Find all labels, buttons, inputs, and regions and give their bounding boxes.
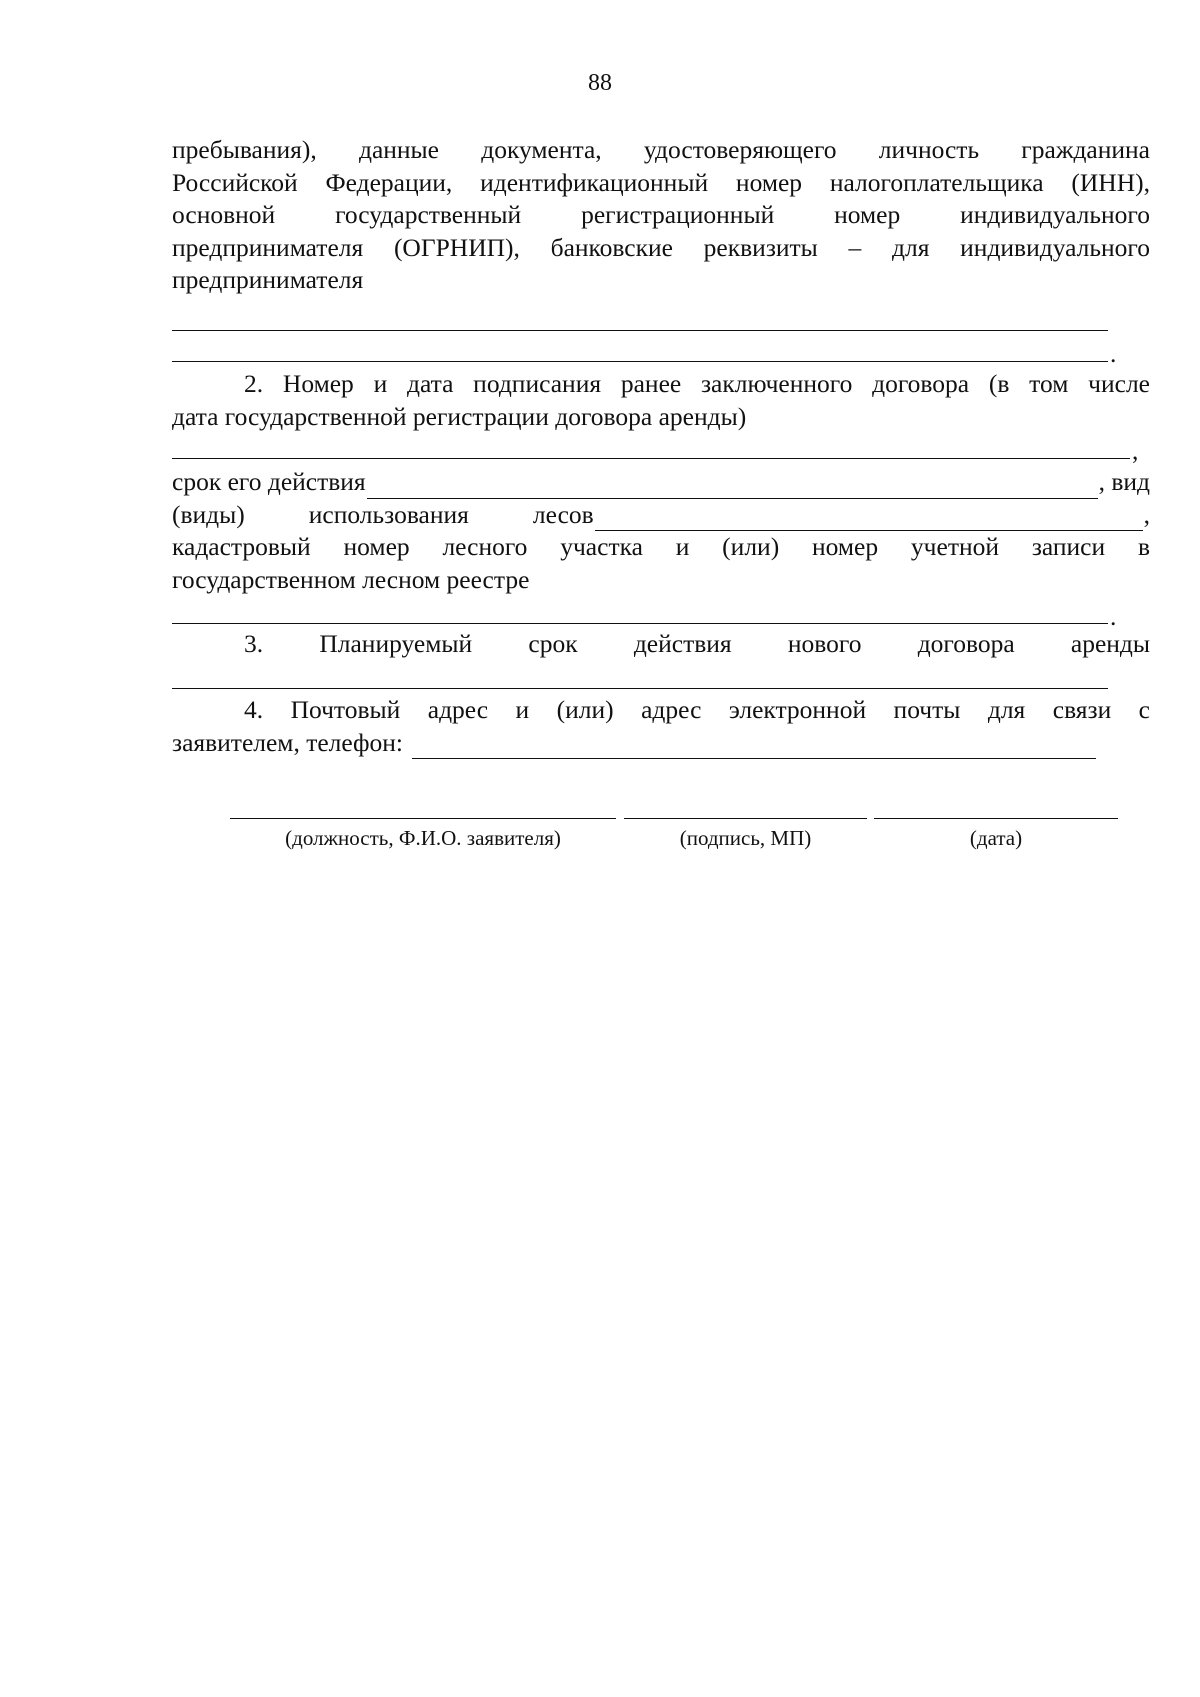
contact-fill-line[interactable]: [412, 734, 1096, 759]
signature-fill-line[interactable]: [624, 818, 867, 819]
type-label: , вид: [1098, 467, 1150, 496]
word: аренды: [1070, 629, 1151, 658]
date-fill-line[interactable]: [874, 818, 1118, 819]
section-3: [172, 628, 1150, 661]
text-line: предпринимателя (ОГРНИП), банковские реквизиты – для индивидуального: [172, 232, 1150, 262]
period-mark: .: [1110, 339, 1117, 368]
section-4-heading: 4. Почтовый адрес и (или) адрес электронной почты для связи с: [244, 695, 1150, 724]
cadastral-fill-line[interactable]: [172, 623, 1108, 624]
text-line: предпринимателя: [172, 265, 364, 294]
date-caption: (дата): [969, 826, 1023, 850]
contract-fill-line[interactable]: [172, 458, 1130, 459]
blank-fill-line[interactable]: [172, 330, 1108, 331]
comma-mark: ,: [1143, 499, 1150, 529]
usage-word: лесов: [532, 499, 594, 529]
text-line: основной государственный регистрационный номер индивидуального: [172, 200, 1150, 229]
text-line: государственном лесном реестре: [172, 564, 530, 594]
section-4: [172, 694, 1150, 759]
section-2-heading: 2. Номер и дата подписания ранее заключенного договора (в том числе: [244, 369, 1150, 398]
word: 3.: [244, 629, 264, 658]
word: срок: [528, 629, 578, 658]
text-line: дата государственной регистрации договора аренды): [172, 401, 747, 431]
signature-caption: (подпись, МП): [679, 826, 812, 850]
word: действия: [633, 629, 732, 658]
text-line: Российской Федерации, идентификационный номер налогоплательщика (ИНН),: [172, 167, 1150, 197]
term-fill-line[interactable]: [367, 474, 1098, 499]
position-caption: (должность, Ф.И.О. заявителя): [285, 826, 561, 850]
word: договора: [917, 629, 1015, 658]
usage-fill-line[interactable]: [595, 506, 1143, 531]
word: Планируемый: [319, 629, 473, 658]
blank-fill-line[interactable]: [172, 361, 1108, 362]
comma-mark: ,: [1132, 436, 1139, 465]
text-line: кадастровый номер лесного участка и (или) номер учетной записи в: [172, 532, 1150, 561]
usage-word: (виды): [172, 499, 245, 529]
paragraph-applicant-data: [172, 134, 1150, 297]
contact-row: [172, 727, 1150, 760]
section-3-heading: [172, 628, 1150, 661]
usage-row: [172, 499, 1150, 532]
page-number: 88: [588, 70, 612, 96]
section-2: [172, 368, 1150, 433]
period-mark: .: [1110, 602, 1117, 631]
new-term-fill-line[interactable]: [172, 688, 1108, 689]
term-label: срок его действия: [172, 467, 366, 496]
word: нового: [787, 629, 862, 658]
contact-label: заявителем, телефон:: [172, 727, 404, 757]
section-2-details: [172, 466, 1150, 596]
usage-word: использования: [308, 499, 469, 529]
position-fill-line[interactable]: [230, 818, 616, 819]
text-line: пребывания), данные документа, удостоверяющего личность гражданина: [172, 135, 1150, 164]
term-row: [172, 466, 1150, 499]
